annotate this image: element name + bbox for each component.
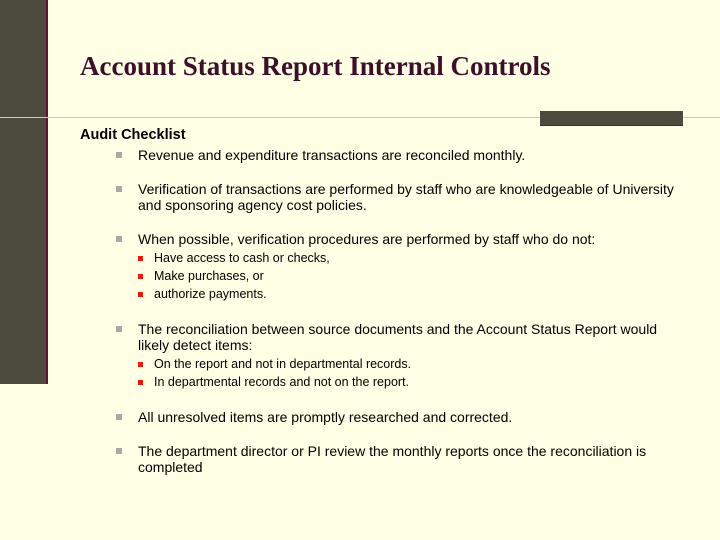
- accent-block: [540, 111, 683, 126]
- square-bullet-icon: [116, 326, 122, 332]
- checklist-item: [116, 409, 676, 425]
- checklist: [116, 147, 676, 475]
- left-decorative-bar: [0, 0, 48, 384]
- red-square-bullet-icon: [138, 380, 143, 385]
- sub-list-item: [138, 267, 676, 285]
- sub-list-item: [138, 373, 676, 391]
- square-bullet-icon: [116, 448, 122, 454]
- slide-title: Account Status Report Internal Controls: [80, 51, 551, 81]
- sub-list-item-text: authorize payments.: [154, 287, 267, 301]
- checklist-heading: Audit Checklist: [80, 127, 186, 143]
- red-square-bullet-icon: [138, 292, 143, 297]
- checklist-item-text: The reconciliation between source documents and the Account Status Report would likely detect items:: [138, 321, 658, 353]
- red-square-bullet-icon: [138, 256, 143, 261]
- square-bullet-icon: [116, 236, 122, 242]
- square-bullet-icon: [116, 152, 122, 158]
- red-square-bullet-icon: [138, 274, 143, 279]
- sub-list-item-text: In departmental records and not on the report.: [154, 375, 410, 389]
- sub-list: [138, 355, 676, 391]
- sub-list-item: [138, 355, 676, 373]
- checklist-item: [116, 181, 676, 213]
- sub-list: [138, 249, 676, 303]
- checklist-item: [116, 147, 676, 163]
- sub-list-item-text: Have access to cash or checks,: [154, 251, 330, 265]
- sub-list-item: [138, 285, 676, 303]
- checklist-item: [116, 443, 676, 475]
- checklist-item: [116, 231, 676, 303]
- checklist-item-text: Verification of transactions are performed by staff who are knowledgeable of University and sponsoring agency cost policies.: [138, 181, 674, 213]
- square-bullet-icon: [116, 414, 122, 420]
- checklist-item-text: When possible, verification procedures are performed by staff who do not:: [138, 231, 596, 247]
- checklist-item: [116, 321, 676, 391]
- checklist-item-text: All unresolved items are promptly researched and corrected.: [138, 409, 513, 425]
- sub-list-item-text: On the report and not in departmental records.: [154, 357, 412, 371]
- red-square-bullet-icon: [138, 362, 143, 367]
- sub-list-item: [138, 249, 676, 267]
- checklist-item-text: The department director or PI review the monthly reports once the reconciliation is completed: [138, 443, 647, 475]
- sub-list-item-text: Make purchases, or: [154, 269, 264, 283]
- square-bullet-icon: [116, 186, 122, 192]
- checklist-item-text: Revenue and expenditure transactions are reconciled monthly.: [138, 147, 526, 163]
